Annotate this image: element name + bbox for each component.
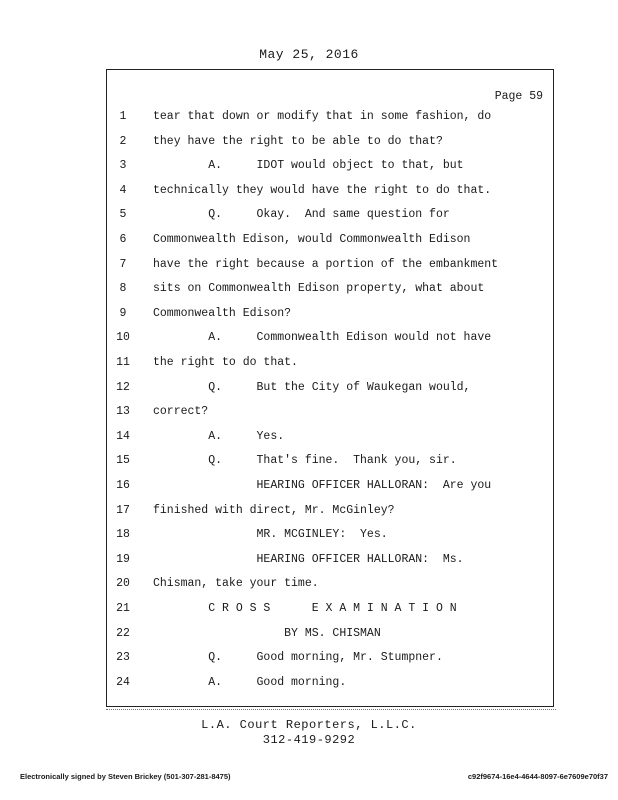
document-hash: c92f9674-16e4-4644-8097-6e7609e70f37 — [467, 772, 608, 781]
line-text: MR. MCGINLEY: Yes. — [153, 528, 388, 542]
transcript-line — [107, 528, 555, 548]
footer-phone: 312-419-9292 — [262, 733, 356, 747]
transcript-line — [107, 258, 555, 278]
line-text: the right to do that. — [153, 356, 298, 369]
line-text: HEARING OFFICER HALLORAN: Ms. — [153, 552, 464, 566]
line-number: 13 — [116, 405, 130, 419]
transcript-line — [107, 479, 555, 499]
line-number: 12 — [116, 380, 130, 394]
line-number: 9 — [119, 306, 127, 320]
line-text: Q. But the City of Waukegan would, — [153, 380, 471, 394]
transcript-line — [107, 454, 555, 474]
transcript-line — [107, 405, 555, 425]
transcript-line — [107, 331, 555, 351]
transcript-line — [107, 676, 555, 696]
line-number: 22 — [116, 626, 130, 640]
line-number: 18 — [116, 528, 130, 542]
transcript-frame — [106, 69, 554, 707]
header-date: May 25, 2016 — [259, 47, 359, 62]
line-text: correct? — [153, 405, 209, 419]
transcript-line — [107, 135, 555, 155]
line-text: tear that down or modify that in some fashion, do — [153, 110, 492, 123]
line-text: Commonwealth Edison, would Commonwealth Edison — [153, 233, 471, 246]
line-number: 2 — [119, 134, 127, 148]
line-number: 4 — [119, 183, 127, 197]
transcript-line — [107, 110, 555, 130]
line-number: 6 — [119, 233, 127, 246]
line-number: 20 — [116, 577, 130, 591]
line-text: sits on Commonwealth Edison property, what about — [153, 282, 485, 296]
line-number: 19 — [116, 552, 130, 566]
line-number: 24 — [116, 675, 130, 689]
transcript-line — [107, 577, 555, 597]
page-number: Page 59 — [494, 90, 543, 103]
transcript-line — [107, 651, 555, 671]
line-number: 17 — [116, 503, 130, 517]
line-text: HEARING OFFICER HALLORAN: Are you — [153, 479, 492, 492]
line-text: A. Yes. — [153, 429, 285, 443]
line-text: A. Good morning. — [153, 675, 347, 689]
line-number: 15 — [116, 454, 130, 468]
line-text: Chisman, take your time. — [153, 577, 319, 591]
transcript-line — [107, 553, 555, 573]
line-number: 8 — [119, 282, 127, 296]
line-number: 21 — [116, 602, 130, 615]
transcript-line — [107, 602, 555, 622]
transcript-line — [107, 208, 555, 228]
frame-shadow — [106, 706, 556, 710]
line-number: 16 — [116, 479, 130, 492]
line-text: A. IDOT would object to that, but — [153, 159, 464, 173]
line-number: 23 — [116, 651, 130, 665]
line-text: technically they would have the right to do that. — [153, 183, 492, 197]
line-text: Q. That's fine. Thank you, sir. — [153, 454, 457, 468]
line-number: 5 — [119, 208, 127, 222]
line-text: have the right because a portion of the embankment — [153, 257, 499, 271]
transcript-line — [107, 381, 555, 401]
line-number: 10 — [116, 331, 130, 345]
transcript-line — [107, 504, 555, 524]
line-text: Q. Good morning, Mr. Stumpner. — [153, 651, 443, 665]
transcript-line — [107, 184, 555, 204]
transcript-line — [107, 159, 555, 179]
line-text: BY MS. CHISMAN — [153, 626, 381, 640]
transcript-line — [107, 282, 555, 302]
line-number: 1 — [119, 110, 127, 123]
line-number: 3 — [119, 159, 127, 173]
transcript-line — [107, 627, 555, 647]
line-text: A. Commonwealth Edison would not have — [153, 331, 492, 345]
transcript-line — [107, 356, 555, 376]
line-text: they have the right to be able to do that? — [153, 134, 443, 148]
line-number: 7 — [119, 257, 127, 271]
transcript-line — [107, 307, 555, 327]
transcript-line — [107, 430, 555, 450]
line-text: Commonwealth Edison? — [153, 306, 292, 320]
line-number: 14 — [116, 429, 130, 443]
electronic-signature-note: Electronically signed by Steven Brickey (501-307-281-8475) — [20, 772, 231, 781]
line-text: Q. Okay. And same question for — [153, 208, 450, 222]
footer-reporter: L.A. Court Reporters, L.L.C. — [201, 718, 417, 732]
line-text: C R O S S E X A M I N A T I O N — [153, 602, 457, 615]
line-text: finished with direct, Mr. McGinley? — [153, 503, 395, 517]
transcript-line — [107, 233, 555, 253]
line-number: 11 — [116, 356, 130, 369]
